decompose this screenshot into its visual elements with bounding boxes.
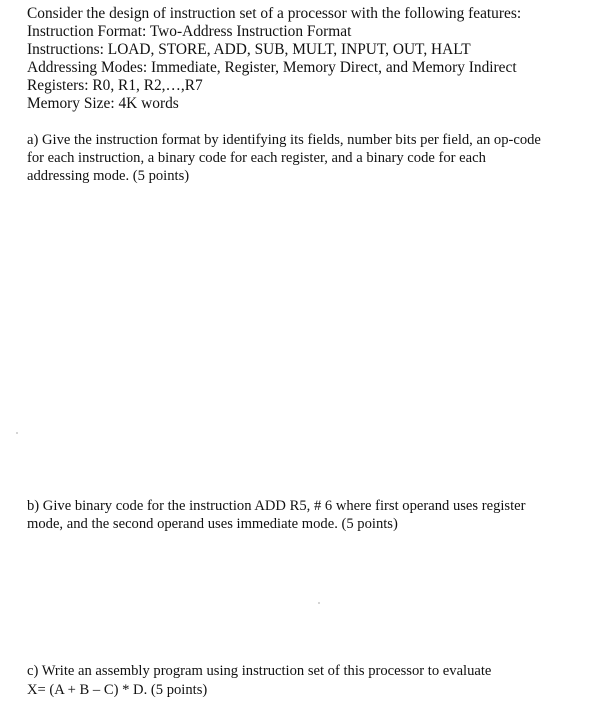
question-c-line-1: c) Write an assembly program using instruction set of this processor to evaluate bbox=[27, 663, 492, 679]
question-b-line-1: b) Give binary code for the instruction ADD R5, # 6 where first operand uses register bbox=[27, 498, 526, 514]
intro-line-3: Instructions: LOAD, STORE, ADD, SUB, MULT, INPUT, OUT, HALT bbox=[27, 41, 471, 58]
question-c-line-2: X= (A + B – C) * D. (5 points) bbox=[27, 682, 208, 698]
scan-speck bbox=[16, 432, 18, 434]
intro-line-1: Consider the design of instruction set of a processor with the following features: bbox=[27, 5, 522, 22]
intro-line-4: Addressing Modes: Immediate, Register, Memory Direct, and Memory Indirect bbox=[27, 59, 517, 76]
intro-line-2: Instruction Format: Two-Address Instruction Format bbox=[27, 23, 352, 40]
intro-line-5: Registers: R0, R1, R2,…,R7 bbox=[27, 77, 203, 94]
question-a-line-1: a) Give the instruction format by identifying its fields, number bits per field, an op-code bbox=[27, 132, 541, 148]
scan-speck bbox=[318, 602, 320, 604]
question-a-line-3: addressing mode. (5 points) bbox=[27, 168, 190, 184]
intro-line-6: Memory Size: 4K words bbox=[27, 95, 179, 112]
question-b-line-2: mode, and the second operand uses immediate mode. (5 points) bbox=[27, 516, 398, 532]
question-a-line-2: for each instruction, a binary code for each register, and a binary code for each bbox=[27, 150, 486, 166]
